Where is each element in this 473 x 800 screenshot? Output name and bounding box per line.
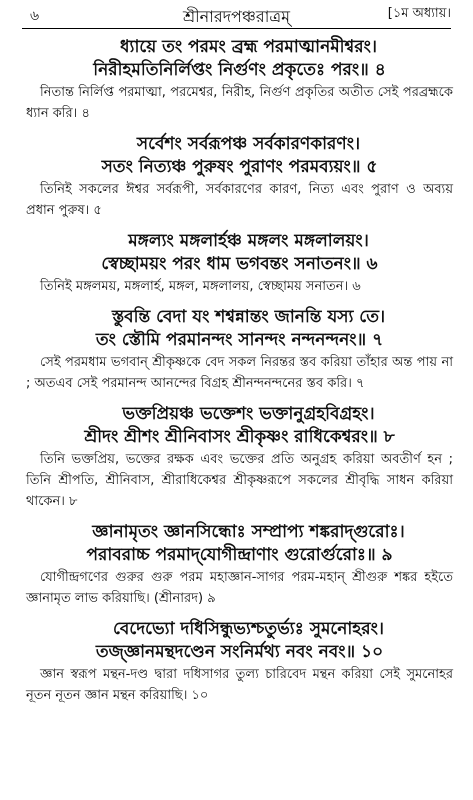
verse-line: নিরীহমতিনির্লিপ্তং নির্গুণং প্রকৃতেঃ পরং॥ ৪ bbox=[93, 60, 386, 80]
translation: যোগীন্দ্রগণের গুরুর গুরু পরম মহাজ্ঞান-সাগর পরম-মহান্ শ্রীগুরু শঙ্কর হইতে জ্ঞানামৃত লাভ করিয়াছি। (শ্রীনারদ) ৯ bbox=[26, 570, 453, 606]
verse-line: স্বেচ্ছাময়ং পরং ধাম ভগবন্তং সনাতনং॥ ৬ bbox=[101, 254, 378, 274]
translation: সেই পরমধাম ভগবান্ শ্রীকৃষ্ণকে বেদ সকল নিরন্তর স্তব করিয়া তাঁহার অন্ত পায় না ; অতএব সেই পরমানন্দ আনন্দের বিগ্রহ শ্রীনন্দনন্দনের স্তব করি। ৭ bbox=[26, 355, 453, 391]
translation: জ্ঞান স্বরূপ মন্থন-দণ্ড দ্বারা দধিসাগর তুল্য চারিবেদ মন্থন করিয়া সেই সুমনোহর নূতন নূতন জ্ঞান মন্থন করিয়াছি। ১০ bbox=[26, 667, 453, 703]
running-title: শ্রীনারদপঞ্চরাত্রম্ bbox=[183, 7, 290, 26]
translation: তিনি ভক্তপ্রিয়, ভক্তের রক্ষক এবং ভক্তের প্রতি অনুগ্রহ করিয়া অবতীর্ণ হন ; তিনি শ্রীপতি, শ্রীনিবাস, শ্রীরাধিকেশ্বর শ্রীকৃষ্ণরূপে সকলের শ্রীবৃদ্ধি সাধন করিয়া থাকেন। ৮ bbox=[26, 452, 453, 509]
verse-line: ভক্তপ্রিয়ঞ্চ ভক্তেশং ভক্তানুগ্রহবিগ্রহং। bbox=[122, 404, 375, 424]
verse-block-4 bbox=[26, 36, 453, 124]
translation: নিতান্ত নির্লিপ্ত পরমাত্মা, পরমেশ্বর, নিরীহ, নির্গুণ প্রকৃতির অতীত সেই পরব্রহ্মকে ধ্যান করি। ৪ bbox=[26, 85, 453, 121]
verse-line: স্তুবন্তি বেদা যং শশ্বন্নান্তং জানন্তি যস্য তে। bbox=[111, 307, 386, 327]
verse-line: সর্বেশং সর্বরূপঞ্চ সর্বকারণকারণং। bbox=[136, 134, 361, 154]
translation: তিনিই মঙ্গলময়, মঙ্গলার্হ, মঙ্গল, মঙ্গলালয়, স্বেচ্ছাময় সনাতন। ৬ bbox=[40, 279, 361, 294]
verse-block-5 bbox=[26, 133, 453, 221]
verse-line: বেদেভ্যো দধিসিন্ধুভ্যশ্চতুর্ভ্যঃ সুমনোহরং। bbox=[113, 619, 384, 639]
page-number: ৬ bbox=[30, 8, 40, 24]
page-body bbox=[26, 36, 453, 715]
verse-block-8 bbox=[26, 403, 453, 512]
verse-line: সতং নিত্যঞ্চ পুরুষং পুরাণং পরমব্যয়ং॥ ৫ bbox=[101, 157, 378, 177]
verse-block-9 bbox=[26, 521, 453, 609]
verse-block-7 bbox=[26, 306, 453, 394]
page-header bbox=[0, 4, 473, 26]
verse-block-6 bbox=[26, 230, 453, 297]
verse-line: মঙ্গল্যং মঙ্গলার্হঞ্চ মঙ্গলং মঙ্গলালয়ং। bbox=[128, 231, 369, 251]
verse-line: তং স্তৌমি পরমানন্দং সানন্দং নন্দনন্দনং॥ ৭ bbox=[95, 330, 384, 350]
verse-line: পরাবরাচ্চ পরমাদ্‌যোগীন্দ্রাণাং গুরোর্গুরোঃ॥ ৯ bbox=[86, 545, 393, 565]
translation: তিনিই সকলের ঈশ্বর সর্বরূপী, সর্বকারণের কারণ, নিত্য এবং পুরাণ ও অব্যয় প্রধান পুরুষ। ৫ bbox=[26, 182, 453, 218]
verse-line: তজ্‌জ্ঞানমন্থদণ্ডেন সংনির্মথ্য নবং নবং॥ ১০ bbox=[95, 642, 384, 662]
verse-line: শ্রীদং শ্রীশং শ্রীনিবাসং শ্রীকৃষ্ণং রাধিকেশ্বরং॥ ৮ bbox=[84, 427, 395, 447]
header-rule bbox=[22, 28, 451, 29]
verse-line: জ্ঞানামৃতং জ্ঞানসিন্ধোঃ সম্প্রাপ্য শঙ্করাদ্‌গুরোঃ। bbox=[92, 522, 405, 542]
chapter-label: [১ম অধ্যায়। bbox=[387, 6, 451, 21]
verse-line: ধ্যায়ে তং পরমং ব্রহ্ম পরমাত্মানমীশ্বরং। bbox=[119, 37, 377, 57]
verse-block-10 bbox=[26, 618, 453, 706]
